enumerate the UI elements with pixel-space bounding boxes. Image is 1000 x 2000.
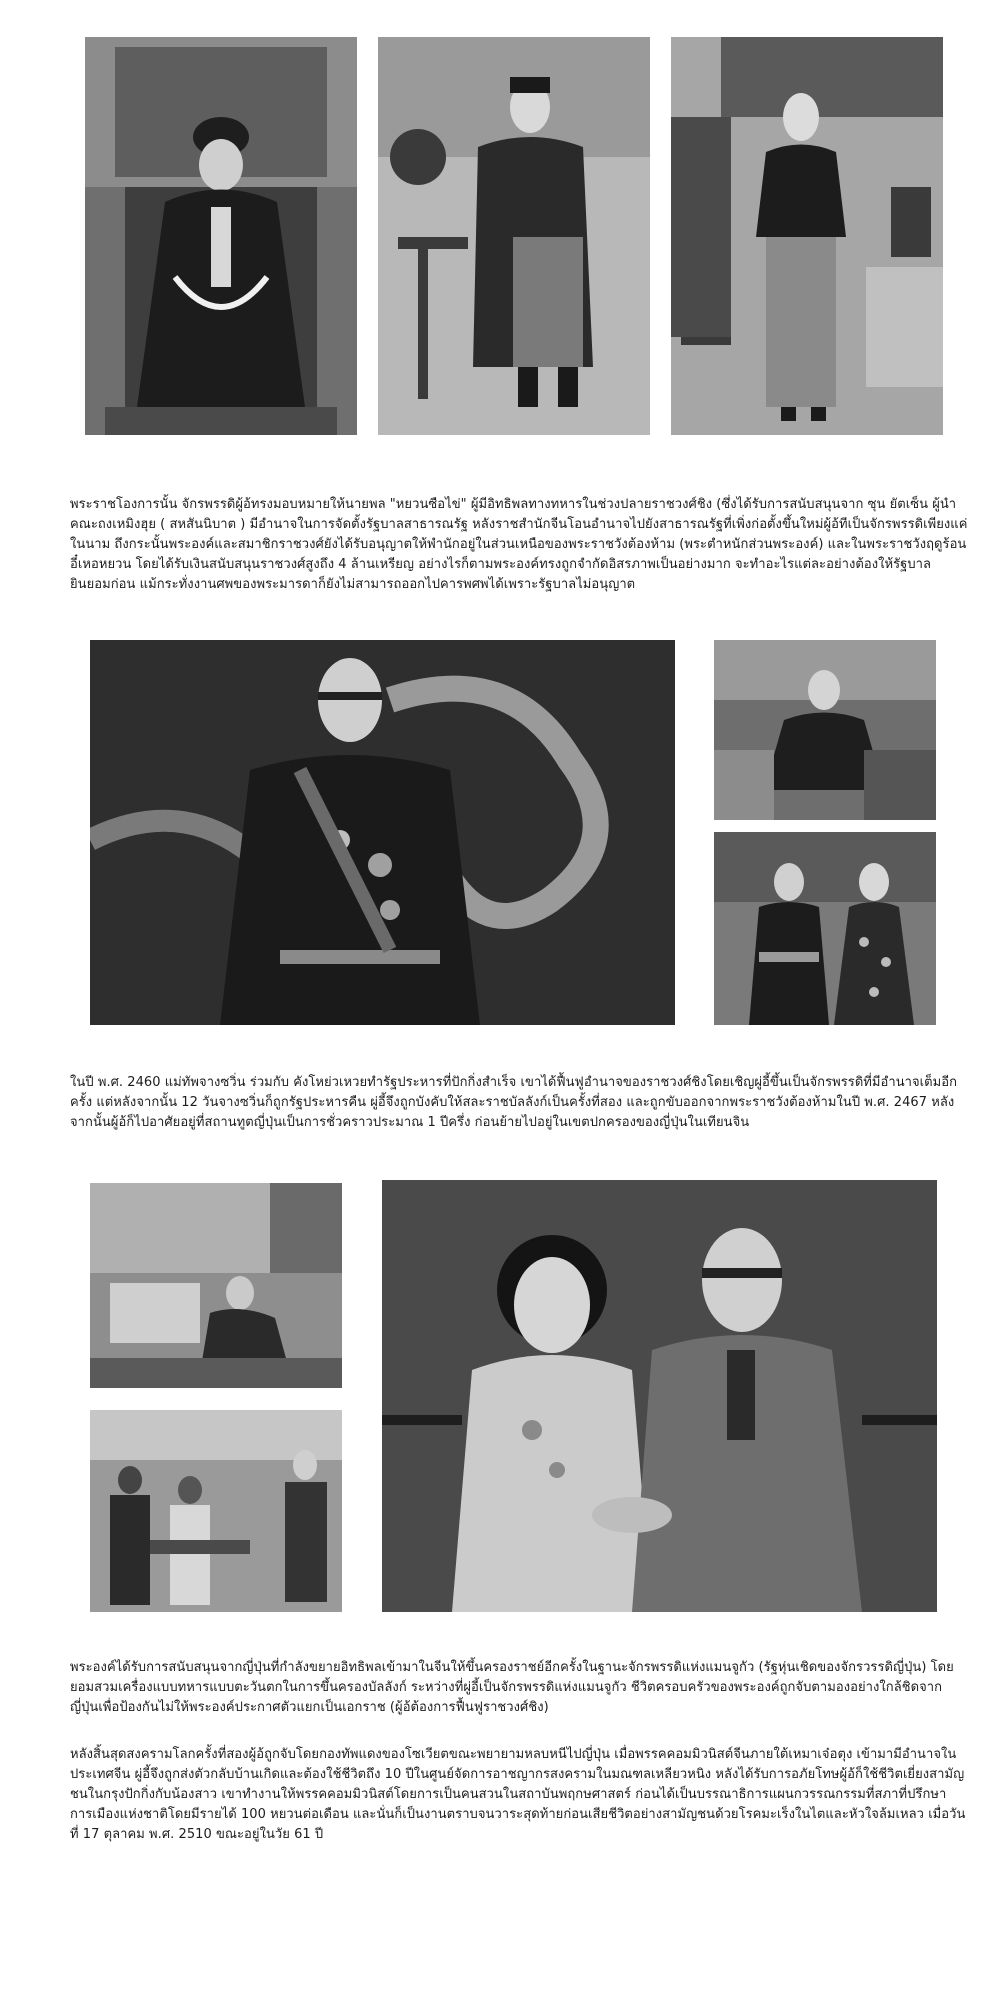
paragraph-republic-transfer: พระราชโองการนั้น จักรพรรดิผู้อ้ทรงมอบหมายให้นายพล "หยวนซือไข่" ผู้มีอิทธิพลทางทหารในช่วงปลายราชวงศ์ชิง (ซึ่งได้รับการสนับสนุนจาก ซุน ยัตเซ็น ผู้นำคณะถงเหมิงฮุย ( สหสันนิบาต ) มีอำนาจในการจัดตั้งรัฐบาลสาธารณรัฐ หลังราชสำนักจีนโอนอำนาจไปยังสาธารณรัฐที่เพิ่งก่อตั้งขึ้นใหม่ผู้อ้ทีเป็นจักรพรรดิเพียงแค่ในนาม ถึงกระนั้นพระองค์และสมาชิกราชวงศ์ยังได้รับอนุญาตให้พำนักอยู่ในส่วนเหนือของพระราชวังต้องห้าม (พระตำหนักส่วนพระองค์) และในพระราชวังฤดูร้อนอี๋เหอหยวน โดยได้รับเงินสนับสนุนราชวงศ์สูงถึง 4 ล้านเหรียญ อย่างไรก็ตามพระองค์ทรงถูกจำกัดอิสรภาพเป็นอย่างมาก จะทำอะไรแต่ละอย่างต้องให้รัฐบาลยินยอมก่อน แม้กระทั่งงานศพของพระมารดาก็ยังไม่สามารถออกไปคารพศพได้เพราะรัฐบาลไม่อนุญาต	[70, 497, 968, 592]
photo-emperor-seated-chair	[378, 37, 650, 435]
photo-emperor-and-empress-seated	[382, 1180, 937, 1612]
photo-man-sewing-prison	[90, 1183, 342, 1388]
photo-emperor-seated-suit	[714, 640, 936, 820]
photo-emperor-standing-robe	[671, 37, 943, 435]
photo-child-emperor-throne	[85, 37, 357, 435]
photo-emperor-uniform-dragon	[90, 640, 675, 1025]
paragraph-later-life: หลังสิ้นสุดสงครามโลกครั้งที่สองผู้อ้ถูกจับโดยกองทัพแดงของโซเวียตขณะพยายามหลบหนีไปญี่ปุ่น เมื่อพรรคคอมมิวนิสต์จีนภายใต้เหมาเจ๋อตุง เข้ามามีอำนาจในประเทศจีน ผู่อี้จึงถูกส่งตัวกลับบ้านเกิดและต้องใช้ชีวิตถึง 10 ปีในศูนย์จัดการอาชญากรสงครามในมณฑลเหลียวหนิง หลังได้รับการอภัยโทษผู้อ้ก็ใช้ชีวิตเยี่ยงสามัญชนในกรุงปักกิ่งกับน้องสาว เขาทำงานให้พรรคคอมมิวนิสต์โดยการเป็นคนสวนในสถาบันพฤกษศาสตร์ ก่อนได้เป็นบรรณาธิการแผนกวรรณกรรมที่สภาที่ปรึกษาการเมืองแห่งชาติโดยมีรายได้ 100 หยวนต่อเดือน และนั่นก็เป็นงานตราบจนวาระสุดท้ายก่อนเสียชีวิตอย่างสามัญชนด้วยโรคมะเร็งในไตและหัวใจล้มเหลว เมื่อวันที่ 17 ตุลาคม พ.ศ. 2510 ขณะอยู่ในวัย 61 ปี	[70, 1747, 966, 1842]
paragraph-restoration-coup: ในปี พ.ศ. 2460 แม่ทัพจางซวิ่น ร่วมกับ คังโหย่วเหวยทำรัฐประหารที่ปักกิ่งสำเร็จ เขาได้ฟื้นฟูอำนาจของราชวงศ์ชิงโดยเชิญผู่อี้ขึ้นเป็นจักรพรรดิที่มีอำนาจเต็มอีกครั้ง แต่หลังจากนั้น 12 วันจางซวิ่นก็ถูกรัฐประหารคืน ผู่อี้จึงถูกบังคับให้สละราชบัลลังก์เป็นครั้งที่สอง และถูกขับออกจากพระราชวังต้องห้ามในปี พ.ศ. 2467 หลังจากนั้นผู้อ้ก็ไปอาศัยอยู่ที่สถานทูตญี่ปุ่นเป็นการชั่วคราวประมาณ 1 ปีครึ่ง ก่อนย้ายไปอยู่ในเขตปกครองของญี่ปุ่นในเทียนจิน	[70, 1075, 958, 1130]
photo-prisoners-courtyard	[90, 1410, 342, 1612]
photo-emperor-and-wife-standing	[714, 832, 936, 1025]
paragraph-manchukuo: พระองค์ได้รับการสนับสนุนจากญี่ปุ่นที่กำลังขยายอิทธิพลเข้ามาในจีนให้ขึ้นครองราชย์อีกครั้งในฐานะจักรพรรดิแห่งแมนจูกัว (รัฐหุ่นเชิดของจักรวรรดิญี่ปุ่น) โดยยอมสวมเครื่องแบบทหารแบบตะวันตกในการขึ้นครองบัลลังก์ ระหว่างที่ผู่อี้เป็นจักรพรรดิแห่งแมนจูกัว ชีวิตครอบครัวของพระองค์ถูกจับตามองอย่างใกล้ชิดจากญี่ปุ่นเพื่อป้องกันไม่ให้พระองค์ประกาศตัวแยกเป็นเอกราช (ผู้อ้ต้องการฟื้นฟูราชวงศ์ชิง)	[70, 1660, 954, 1715]
